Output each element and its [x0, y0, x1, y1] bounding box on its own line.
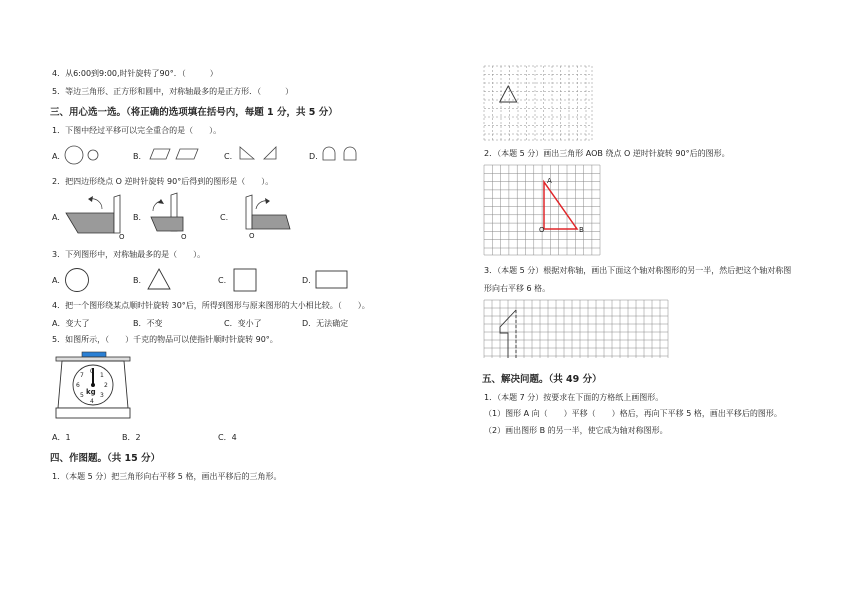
scale-number-0: 0	[90, 368, 94, 375]
s3q4-option-a: A．变大了	[52, 319, 90, 328]
triangle-figure	[146, 267, 174, 293]
s3q5-option-b: B．2	[122, 433, 141, 442]
s3q3-option-d: D.	[302, 276, 311, 285]
s3q1-option-d: D.	[309, 152, 318, 161]
vertex-o-label: O	[539, 226, 545, 234]
square-figure	[232, 267, 258, 293]
scale-number-6: 6	[76, 382, 80, 389]
scale-number-1: 1	[100, 372, 104, 379]
dotted-grid-triangle	[484, 66, 594, 142]
rotation-grid	[484, 165, 602, 257]
point-o-b: O	[181, 233, 187, 241]
scale-number-5: 5	[80, 392, 84, 399]
rectangle-figure	[315, 270, 349, 290]
s4-question-1: 1．（本题 5 分）把三角形向右平移 5 格，画出平移后的三角形。	[52, 472, 282, 481]
rotation-option-b-figure	[145, 193, 190, 238]
two-circles-figure	[62, 143, 102, 165]
point-o-a: O	[119, 233, 125, 241]
s5-question-1: 1．（本题 7 分）按要求在下面的方格纸上画图形。	[484, 393, 664, 402]
s3q4-option-b: B．不变	[133, 319, 163, 328]
scale-number-2: 2	[104, 382, 108, 389]
vertex-b-label: B	[579, 226, 584, 234]
s3q1-option-c: C.	[224, 152, 233, 161]
scale-number-7: 7	[80, 372, 84, 379]
s3-question-1: 1．下图中经过平移可以完全重合的是（ ）。	[52, 126, 222, 135]
s4-question-3-line2: 形向右平移 6 格。	[484, 284, 551, 293]
section3-title: 三、用心选一选。（将正确的选项填在括号内，每题 1 分，共 5 分）	[50, 107, 338, 118]
s3-question-4: 4．把一个图形绕某点顺时针旋转 30°后，所得到图形与原来图形的大小相比较。（ ）。	[52, 301, 370, 310]
parallelograms-figure	[148, 147, 203, 163]
s3q1-option-a: A.	[52, 152, 60, 161]
s3-question-2: 2．把四边形绕点 O 逆时针旋转 90°后得到的图形是（ ）。	[52, 177, 274, 186]
s3q5-option-a: A．1	[52, 433, 71, 442]
section4-title: 四、作图题。（共 15 分）	[50, 453, 161, 464]
s5-question-1-part2: （2）画出图形 B 的另一半，使它成为轴对称图形。	[484, 426, 668, 435]
scale-unit-label: kg	[86, 388, 96, 396]
s3q2-option-a: A.	[52, 213, 60, 222]
rotation-option-c-figure	[232, 193, 294, 238]
point-o-c: O	[249, 232, 255, 240]
s3-question-3: 3．下列图形中，对称轴最多的是（ ）。	[52, 250, 206, 259]
s4-question-2: 2．（本题 5 分）画出三角形 AOB 绕点 O 逆时针旋转 90°后的图形。	[484, 149, 730, 158]
s3q2-option-c: C.	[220, 213, 229, 222]
s3q3-option-b: B.	[133, 276, 142, 285]
s3q1-option-b: B.	[133, 152, 142, 161]
circle-figure	[64, 267, 92, 295]
rotation-option-a-figure	[64, 193, 126, 238]
section5-title: 五、解决问题。（共 49 分）	[482, 374, 602, 385]
s3q5-option-c: C．4	[218, 433, 237, 442]
s3q3-option-a: A.	[52, 276, 60, 285]
vertex-a-label: A	[547, 177, 552, 185]
kitchen-scale-figure	[54, 350, 134, 422]
s3q3-option-c: C.	[218, 276, 227, 285]
s3q4-option-c: C．变小了	[224, 319, 262, 328]
judge-q4: 4．从6:00到9:00,时针旋转了90°．（ ）	[52, 69, 218, 78]
arch-shapes-figure	[320, 145, 362, 163]
s3q2-option-b: B.	[133, 213, 142, 222]
s3q4-option-d: D．无法确定	[302, 319, 349, 328]
s5-question-1-part1: （1）图形 A 向（ ）平移（ ）格后，再向下平移 5 格，画出平移后的图形。	[484, 409, 782, 418]
right-triangles-figure	[238, 145, 280, 163]
scale-number-4: 4	[90, 398, 94, 405]
judge-q5: 5．等边三角形、正方形和圆中，对称轴最多的是正方形．（ ）	[52, 87, 294, 96]
scale-number-3: 3	[100, 392, 104, 399]
s4-question-3-line1: 3．（本题 5 分）根据对称轴，画出下面这个轴对称图形的另一半，然后把这个轴对称图	[484, 266, 792, 275]
s3-question-5: 5．如图所示，（ ）千克的物品可以使指针顺时针旋转 90°。	[52, 335, 278, 344]
symmetry-grid	[484, 300, 674, 362]
